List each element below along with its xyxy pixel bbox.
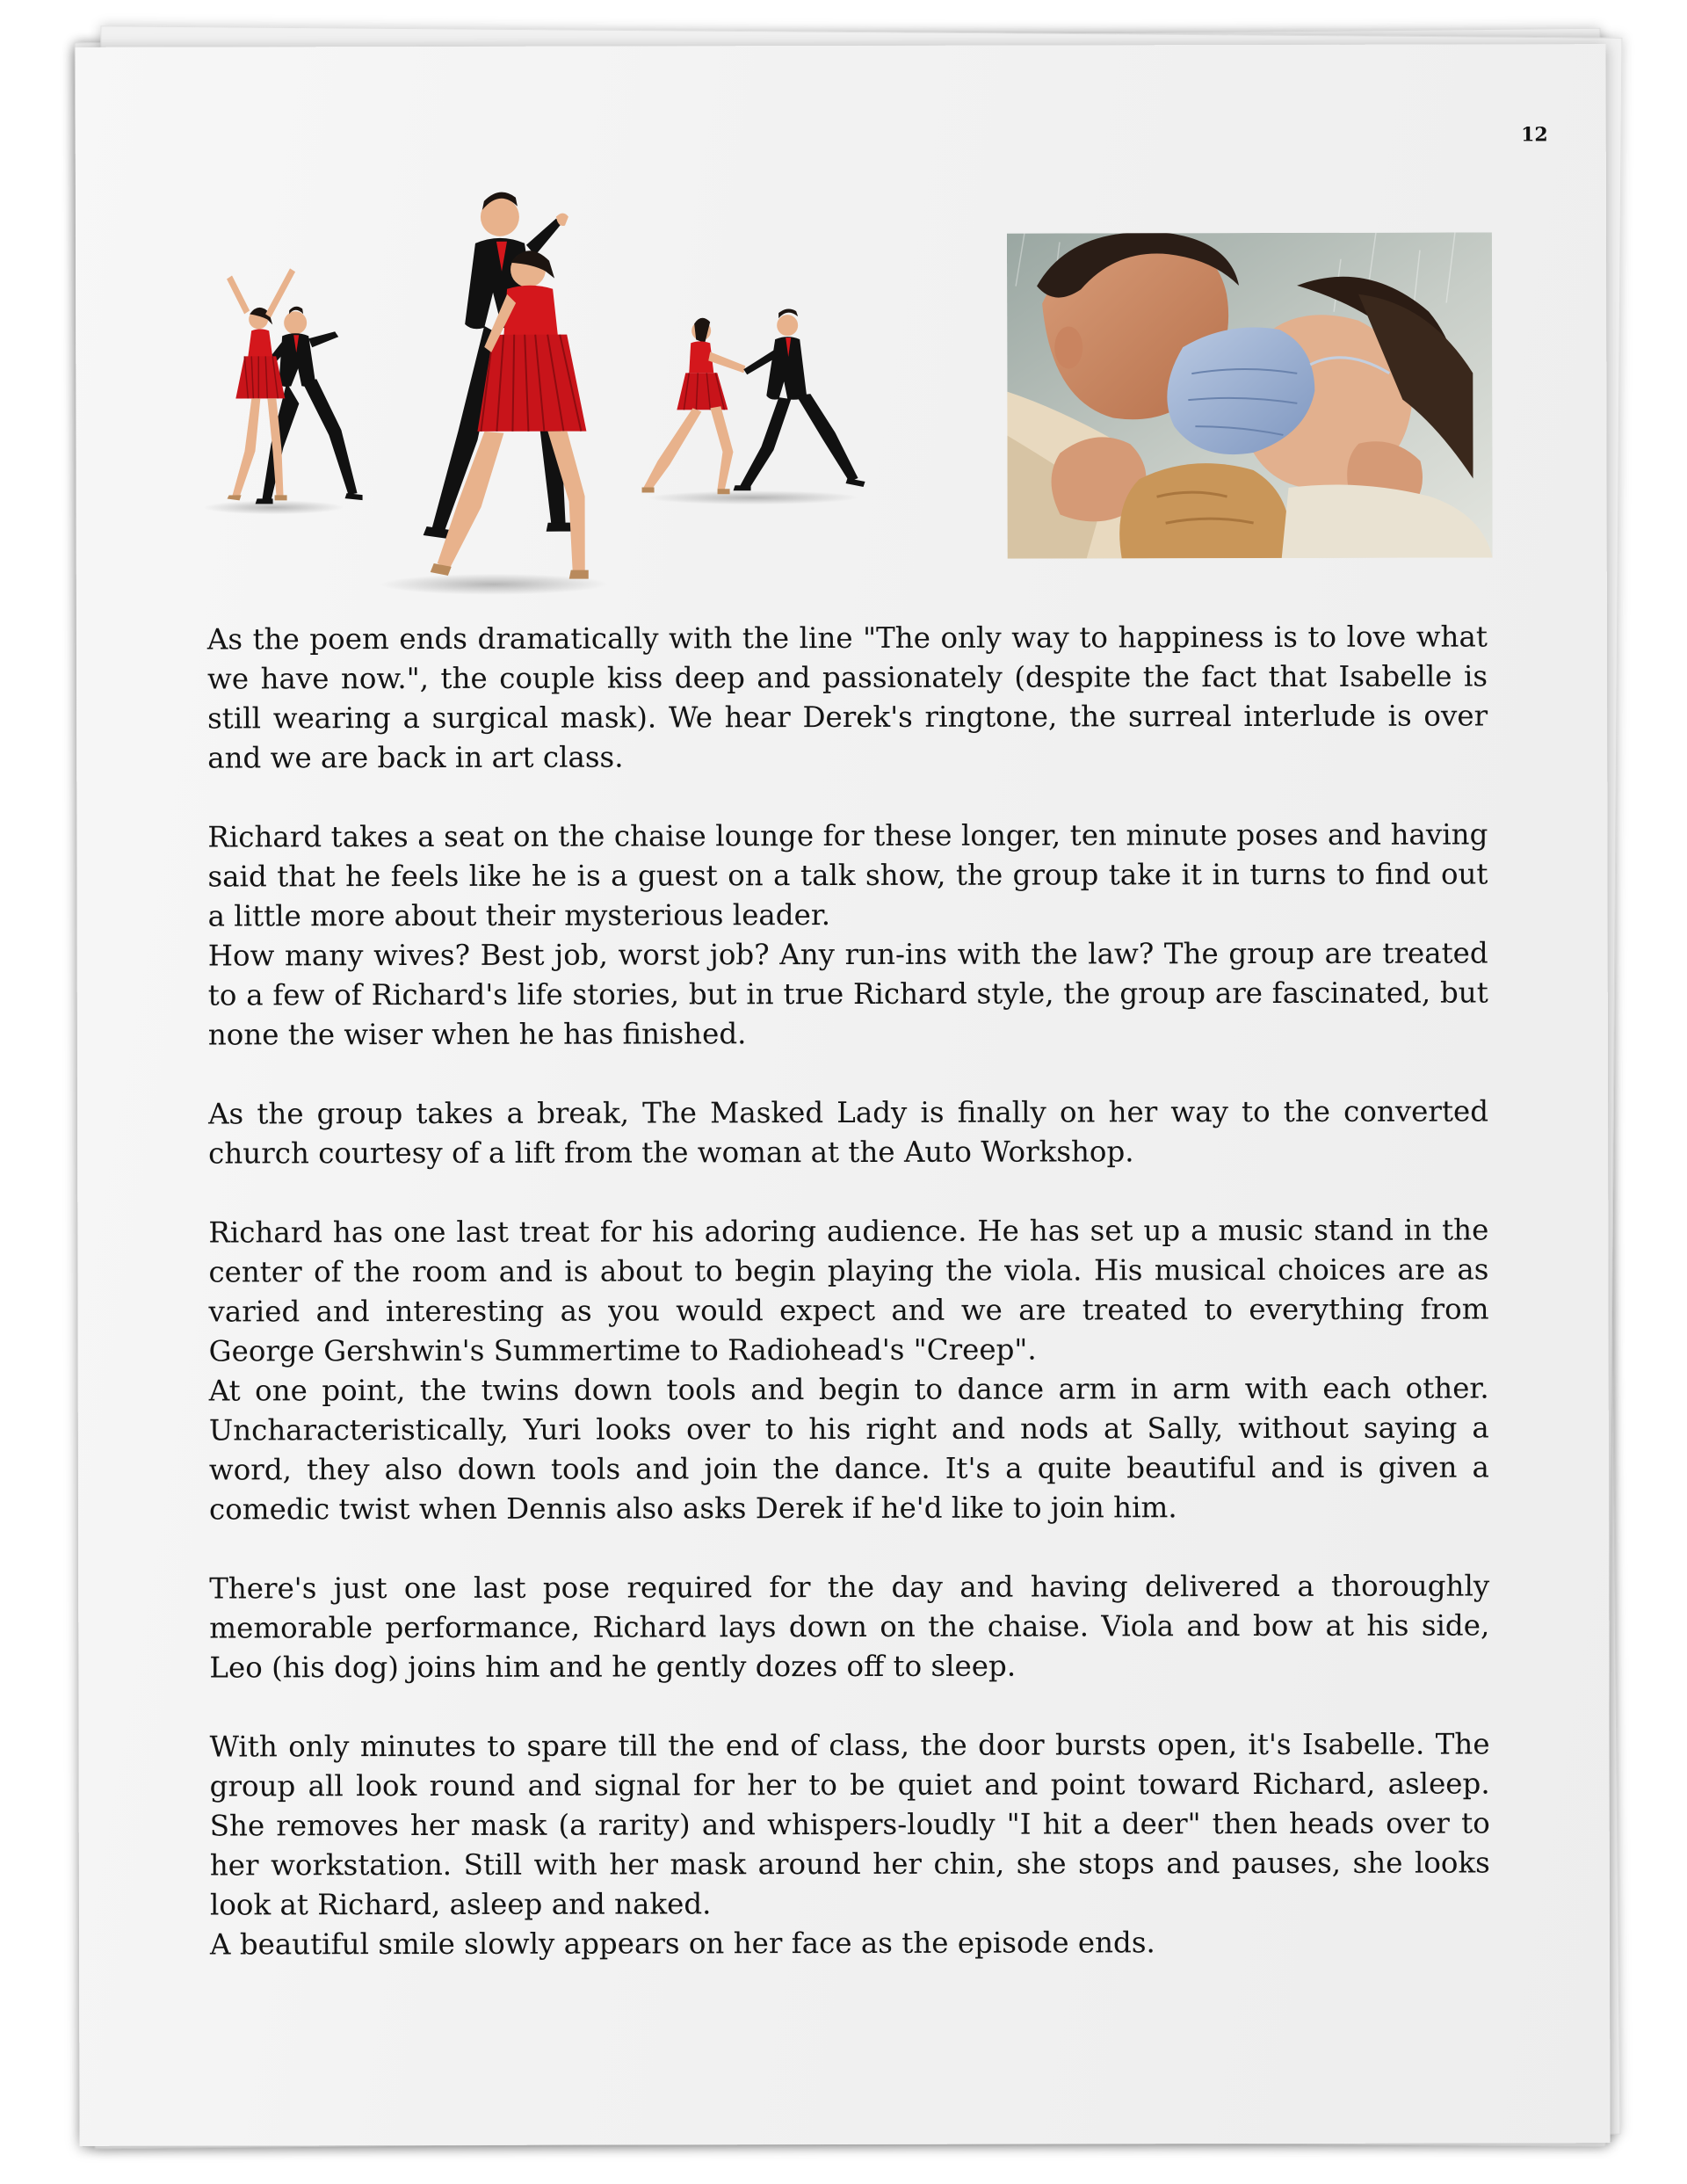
body-paragraph: There's just one last pose required for the day and having delivered a thoroughly memorable performance, Richard lays down on the chaise. Viola and bow at his side, Leo (his dog) joins him and he gently dozes off to sleep.: [209, 1569, 1490, 1685]
body-paragraph: With only minutes to spare till the end of class, the door bursts open, it's Isabelle. The group all look round and signal for her to be quiet and point toward Richard, asleep. She removes her mask (a rarity) and whispers-loudly "I hit a deer" then heads over to her workstation. Still with her mask around her chin, she stops and pauses, she looks look at Richard, asleep and naked.: [209, 1727, 1490, 1922]
body-paragraph: As the poem ends dramatically with the line "The only way to happiness is to love what we have now.", the couple kiss deep and passionately (despite the fact that Isabelle is still wearing a surgical mask). We hear Derek's ringtone, the surreal interlude is over and we are back in art class.: [206, 620, 1488, 775]
body-paragraph: A beautiful smile slowly appears on her face as the episode ends.: [209, 1926, 1155, 1962]
dancing-couple-3: [641, 308, 865, 504]
body-paragraph: As the group takes a break, The Masked Lady is finally on her way to the converted church courtesy of a lift from the woman at the Auto Workshop.: [208, 1094, 1489, 1171]
dancing-couple-2: [379, 192, 608, 595]
document-body-text: [207, 617, 1490, 1964]
document-page: [76, 44, 1611, 2146]
body-paragraph: Richard takes a seat on the chaise lounge for these longer, ten minute poses and having said that he feels like he is a guest on a talk show, the group take it in turns to find out a little more about their mysterious leader.: [207, 817, 1488, 933]
body-paragraph: How many wives? Best job, worst job? Any run-ins with the law? The group are treated to a few of Richard's life stories, but in true Richard style, the group are fascinated, but none the wiser when he has finished.: [207, 936, 1488, 1052]
female-dancer: [641, 318, 745, 495]
page-number: 12: [1521, 123, 1548, 147]
dancing-couple-1: [203, 268, 363, 514]
body-paragraph: At one point, the twins down tools and begin to dance arm in arm with each other. Uncharacteristically, Yuri looks over to his right and nods at Sally, without saying a word, they also down tools and join the dance. It's a quite beautiful and is given a comedic twist when Dennis also asks Derek if he'd like to join him.: [208, 1371, 1489, 1527]
male-dancer: [733, 308, 865, 490]
dancing-couples-illustration: [181, 170, 1061, 628]
body-paragraph: Richard has one last treat for his adoring audience. He has set up a music stand in the center of the room and is about to begin playing the viola. His musical choices are as varied and interesting as you would expect and we are treated to everything from George Gershwin's Summertime to Radiohead's "Creep".: [208, 1213, 1489, 1368]
kiss-in-rain-photo: [1007, 232, 1493, 558]
